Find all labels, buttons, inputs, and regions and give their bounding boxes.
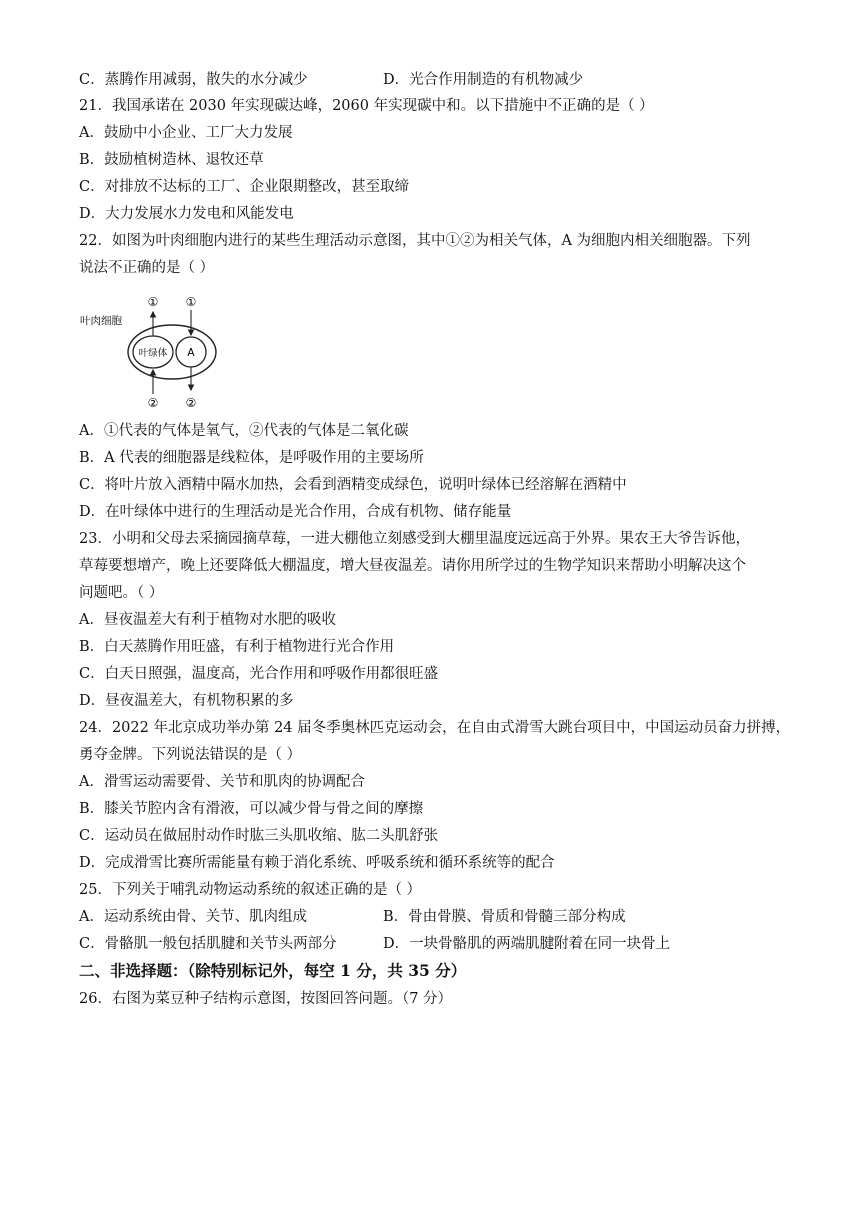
q24-stem-line1: 24．2022 年北京成功举办第 24 届冬季奥林匹克运动会，在自由式滑雪大跳台项目中，中国运动员奋力拼搏，: [79, 720, 791, 736]
q24-option-d: D．完成滑雪比赛所需能量有赖于消化系统、呼吸系统和循环系统等的配合: [79, 855, 555, 871]
gas1-label-right: ①: [185, 295, 197, 309]
q20-option-d: D．光合作用制造的有机物减少: [383, 72, 584, 88]
q25-option-d: D．一块骨骼肌的两端肌腱附着在同一块骨上: [383, 936, 671, 952]
q21-option-b: B．鼓励植树造林、退牧还草: [79, 152, 264, 168]
q25-option-a: A．运动系统由骨、关节、肌肉组成: [79, 909, 307, 925]
q21-option-c: C．对排放不达标的工厂、企业限期整改，甚至取缔: [79, 179, 410, 195]
q22-option-a: A．①代表的气体是氧气，②代表的气体是二氧化碳: [79, 423, 409, 439]
q22-stem-line1: 22．如图为叶肉细胞内进行的某些生理活动示意图，其中①②为相关气体，A 为细胞内相关细胞器。下列: [79, 233, 751, 249]
q23-option-c: C．白天日照强，温度高，光合作用和呼吸作用都很旺盛: [79, 666, 439, 682]
chloroplast-label: 叶绿体: [138, 348, 168, 359]
q23-stem-line2: 草莓要想增产，晚上还要降低大棚温度，增大昼夜温差。请你用所学过的生物学知识来帮助小明解决这个: [79, 558, 746, 574]
leaf-cell-diagram: [78, 290, 228, 412]
q22-stem-line2: 说法不正确的是（ ）: [79, 260, 215, 276]
q25-option-b: B．骨由骨膜、骨质和骨髓三部分构成: [383, 909, 626, 925]
section-title: 二、非选择题：（除特别标记外，每空 1 分，共 35 分）: [79, 961, 467, 980]
q24-stem-line2: 勇夺金牌。下列说法错误的是（ ）: [79, 747, 302, 763]
q24-option-b: B．膝关节腔内含有滑液，可以减少骨与骨之间的摩擦: [79, 801, 424, 817]
q21-stem: 21．我国承诺在 2030 年实现碳达峰，2060 年实现碳中和。以下措施中不正确的是（ ）: [79, 98, 654, 114]
q25-option-c: C．骨骼肌一般包括肌腱和关节头两部分: [79, 936, 337, 952]
q25-stem: 25．下列关于哺乳动物运动系统的叙述正确的是（ ）: [79, 882, 422, 898]
q22-option-c: C．将叶片放入酒精中隔水加热，会看到酒精变成绿色，说明叶绿体已经溶解在酒精中: [79, 477, 627, 493]
q23-option-a: A．昼夜温差大有利于植物对水肥的吸收: [79, 612, 336, 628]
q20-option-c: C．蒸腾作用减弱，散失的水分减少: [79, 72, 308, 88]
q23-stem-line1: 23．小明和父母去采摘园摘草莓，一进大棚他立刻感受到大棚里温度远远高于外界。果农王大爷告诉他，: [79, 531, 750, 547]
gas2-label-left: ②: [147, 396, 159, 410]
q22-option-d: D．在叶绿体中进行的生理活动是光合作用，合成有机物、储存能量: [79, 504, 512, 520]
q24-option-a: A．滑雪运动需要骨、关节和肌肉的协调配合: [79, 774, 365, 790]
gas1-label-left: ①: [147, 295, 159, 309]
q23-stem-line3: 问题吧。（ ）: [79, 585, 164, 601]
organelle-a-label: A: [187, 347, 195, 359]
q26-stem: 26．右图为菜豆种子结构示意图，按图回答问题。（7 分）: [79, 991, 453, 1007]
q21-option-a: A．鼓励中小企业、工厂大力发展: [79, 125, 293, 141]
q21-option-d: D．大力发展水力发电和风能发电: [79, 206, 294, 222]
q23-option-b: B．白天蒸腾作用旺盛，有利于植物进行光合作用: [79, 639, 395, 655]
q23-option-d: D．昼夜温差大，有机物积累的多: [79, 693, 294, 709]
q24-option-c: C．运动员在做屈肘动作时肱三头肌收缩、肱二头肌舒张: [79, 828, 439, 844]
cell-label: 叶肉细胞: [80, 315, 122, 327]
gas2-label-right: ②: [185, 396, 197, 410]
q22-option-b: B．A 代表的细胞器是线粒体，是呼吸作用的主要场所: [79, 450, 424, 466]
